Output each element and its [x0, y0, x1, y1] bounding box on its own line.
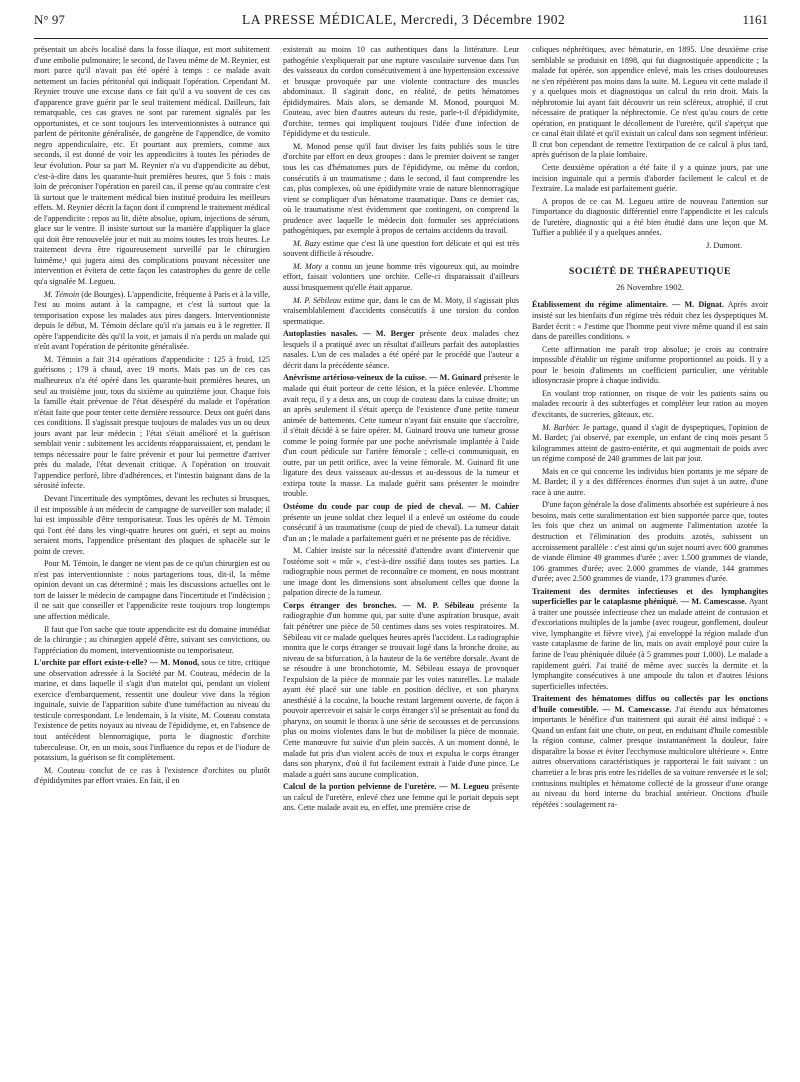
article-paragraph — [532, 345, 768, 387]
paragraph-text: Mais en ce qui concerne les individus bien portants je me sépare de M. Bardet; il y a des différences énormes d'un sujet à un autre, d'une race à une autre. — [532, 466, 768, 497]
paragraph-text: Il faut que l'on sache que toute appendicite est du domaine immédiat de la chirurgie ; au chirurgien appelé d'être, suivant ses convictions, ou l'appréciation du moment, interventionniste ou temporisateur. — [34, 624, 270, 655]
speaker-name: M. Moty — [293, 261, 322, 271]
page-header — [34, 12, 768, 34]
article-paragraph-with-heading — [283, 373, 519, 500]
publication-title-line — [242, 12, 565, 28]
paragraph-heading: Calcul de la portion pelvienne de l'uretère. — M. Legueu — [283, 782, 489, 792]
paragraph-text: M. Monod pense qu'il faut diviser les faits publiés sous le titre d'orchite par effort en deux groupes : dans le premier doivent se ranger tous les cas d'hématomes purs de l'épididyme, ou même du cordon, consécutifs à un traumatisme ; dans le second, il faut comprendre les cas, plus complexes, où une épididymite vraie de nature blennorragique vient se compliquer d'un hématome traumatique. Dans ce dernier cas, où le traumatisme n'est évidemment que contingent, on comprend la prudence avec laquelle le médecin doit formuler ses appréciations pathogéniques, par exemple à propos de certains accidents du travail. — [283, 141, 519, 236]
paragraph-text: (de Bourges). L'appendicite, fréquente à Paris et à la ville, l'est au moins autant à la campagne, et c'est là surtout que la temporisation expose les malades aux pires dangers. Interventionniste depuis le début, M. Témoin déclare qu'il n'a jamais eu à le regretter. Il opère l'appendicite dès qu'il la voit, et jamais il n'a perdu un malade qui n'eût avant l'opération de péritonite généralisée. — [34, 289, 270, 352]
column-2 — [283, 45, 519, 816]
text-columns — [34, 45, 768, 816]
paragraph-text: présente la radiographie d'un homme qui, par suite d'une aspiration brusque, avait fait pénétrer une pièce de 50 centimes dans ses voies respiratoires. M. Sébileau vit ce malade quelques heures après l'accident. La radiographie montra que le corps étranger se trouvait logé dans la bronche droite, au niveau de sa bifurcation, à la hauteur de la 6e vertèbre dorsale. Avant de se résoudre à une bronchotomie, M. Sébileau essaya de provoquer l'expulsion de la pièce de monnaie par les voies naturelles. Le malade ayant été placé sur une table en position déclive, et son pharynx anesthésié à la cocaïne, la bouche restant largement ouverte, de façon à pouvoir apercevoir et saisir le corps étranger s'il se présentait au fond du pharynx, on soumit le thorax à une série de secousses et de percussions plus ou moins violentes dans le but de mobiliser la pièce de monnaie. Cette manœuvre fut suivie d'un plein succès. A un moment donné, le malade fut pris d'un violent accès de toux et expulsa le corps étranger dans son pharynx, d'où il fut facilement extrait à l'aide d'une pince. Le malade a guéri sans aucune complication. — [283, 600, 519, 779]
article-paragraph — [532, 467, 768, 499]
speaker-name: M. Témoin — [44, 289, 80, 299]
paragraph-heading: Traitement des hématomes diffus ou collectés par les onctions d'huile comestible. — M. Camescasse. — [532, 694, 768, 714]
paragraph-heading: Ostéome du coude par coup de pied de cheval. — M. Cahier — [283, 501, 519, 511]
article-paragraph — [34, 559, 270, 622]
article-paragraph-with-heading — [283, 782, 519, 814]
paragraph-text: présente un calcul de l'uretère, enlevé chez une femme qui le portait depuis sept ans. Cette malade avait eu, en effet, une première crise de — [283, 782, 519, 813]
paragraph-text: Cette deuxième opération a été faite il y a quinze jours, par une incision inguinale qui a permis d'aborder facilement le calcul et de l'extraire. La malade est parfaitement guérie. — [532, 163, 768, 194]
paragraph-text: sous ce titre, critique une observation adressée à la Société par M. Couteau, médecin de la marine, et dans laquelle il s'agit d'un matelot qui, pendant un violent exercice d'embarquement, ressentit une douleur vive dans la région inguinale, suivie de l'apparition subite d'une tuméfaction au niveau du testicule correspondant. Le lendemain, à la visite, M. Couteau constata l'existence de petits noyaux au niveau de l'épididyme, et, en l'absence de tout antécédent blennorragique, porta le diagnostic d'orchite tuberculeuse. Or, en un mois, sous l'influence du repos et de l'iodure de potassium, la guérison se fit complètement. — [34, 658, 270, 763]
column-1 — [34, 45, 270, 816]
article-paragraph — [34, 290, 270, 353]
column-3 — [532, 45, 768, 816]
article-paragraph-with-heading — [283, 502, 519, 544]
article-paragraph — [283, 45, 519, 140]
paragraph-text: présente un jeune soldat chez lequel il a enlevé un ostéome du coude consécutif à un traumatisme (coup de pied de cheval). La tumeur datait d'un an ; le malade a parfaitement guéri et ne présente pas de récidive. — [283, 512, 519, 543]
paragraph-text: Ayant à traiter une poussée infectieuse chez un malade atteint de contusion et d'excoriations multiples de la jambe (avec rougeur, gonflement, douleur vive, lymphangite et fièvre vive), j'ai enveloppé la région malade d'un vaste cataplasme de farine de lin, mais on avait employé pour cuire la farine de l'eau phéniquée diluée (à 5 grammes pour 1.000). Le malade a rapidement guéri. J'ai traité de même avec succès la dermite et la lymphangite consécutives à une ampoule du talon et d'autres lésions superficielles infectées. — [532, 597, 768, 691]
paragraph-text: A propos de ce cas M. Legueu attire de nouveau l'attention sur l'importance du diagnostic différentiel entre l'appendicite et les calculs de l'uretère, diagnostic qui a été bien étudié dans une leçon que M. Tuffier a publiée il y a quelques années. — [532, 196, 768, 238]
paragraph-text: Pour M. Témoin, le danger ne vient pas de ce qu'un chirurgien est ou n'est pas interventionniste : nous partagerions tous, dit-il, la même opinion devant un cas déterminé ; mais les discussions actuelles ont le tort de laisser le médecin de campagne dans l'incertitude et l'indécision ; il ne sait que conseiller et l'appendicite reste toujours trop longtemps une affection médicale. — [34, 559, 270, 621]
article-paragraph — [283, 239, 519, 260]
speaker-name: M. Barbier. — [542, 422, 581, 432]
section-heading: SOCIÉTÉ DE THÉRAPEUTIQUE — [568, 266, 732, 278]
paragraph-text: présente le malade qui était porteur de cette lésion, et la pièce enlevée. L'homme avait reçu, il y a deux ans, un coup de couteau dans la cuisse droite; un an après seulement il s'était aperçu de l'existence d'une petite tumeur animée de battements. Cette tumeur n'ayant fait ensuite que s'accroître, il s'était décidé à se faire opérer. M. Guinard trouva une tumeur grosse comme le poing formée par une poche anévrismale implantée à l'aide d'un court pédicule sur l'artère fémorale ; celle-ci communiquait, en outre, par un petit orifice, avec la veine fémorale. M. Guinard fit une ligature des deux vaisseaux au-dessus et au-dessous de la tumeur et extirpa toute la masse. La malade guérit sans présenter le moindre trouble. — [283, 373, 520, 499]
paragraph-text: présente deux malades chez lesquels il a pratiqué avec un résultat d'ailleurs parfait des autoplasties nasales. L'un de ces malades a été opéré par le procédé que l'auteur a décrit dans la précédente séance. — [283, 329, 519, 370]
paragraph-text: M. Témoin a fait 314 opérations d'appendicite : 125 à froid, 125 guérisons ; 179 à chaud, avec 19 morts. Mais pas un de ces cas malheureux n'a été opéré dans les quarante-huit premières heures, un seul au troisième jour, tous du sixième au quinzième jour. Chaque fois la famille était prévenue de l'état désespéré du malade et l'opération n'était faite que pour tenter cette dernière ressource. Deux ont guéri dans ces conditions. Il s'agissait presque toujours de malades vus un ou deux jours avant par leur médecin ; l'état s'était amélioré et la guérison semblait venir : subitement les accidents réapparaissaient, et, pendant le temps nécessaire pour le faire prévenir et pour lui permettre d'arriver près du malade, l'état devenait critique. A l'opération on trouvait l'appendice perforé, libre d'adhérences, et l'intestin baignant dans de la sérosité infecte. — [34, 354, 270, 491]
section-date: 26 Novembre 1902. — [616, 281, 684, 292]
issue-number: N° 97 — [34, 12, 65, 27]
paragraph-text: Devant l'incertitude des symptômes, devant les rechutes si brusques, il est impossible à un médecin de campagne de surveiller son malade; il lui est impossible d'être temporisateur. Tous les opérés de M. Témoin qui l'ont été dans les vingt-quatre heures ont guéri, et sept au moins seraient morts, l'appendice présentant des plaques de sphacèle sur le point de crever. — [34, 493, 270, 556]
article-paragraph-with-heading — [34, 658, 270, 763]
paragraph-text: estime que, dans le cas de M. Moty, il s'agissait plus vraisemblablement d'accidents consécutifs à une torsion du cordon spermatique. — [283, 295, 519, 326]
article-paragraph — [34, 45, 270, 288]
paragraph-heading: Traitement des dermites infectieuses et des lymphangites superficielles par le cataplasme phéniqué. — M. Camescasse. — [532, 586, 768, 607]
paragraph-heading: Autoplasties nasales. — M. Berger — [283, 329, 415, 339]
newspaper-page — [34, 12, 768, 1072]
article-paragraph — [34, 625, 270, 657]
article-paragraph — [532, 45, 768, 161]
publication-title: LA PRESSE MÉDICALE — [242, 12, 393, 27]
article-paragraph — [283, 262, 519, 294]
speaker-name: M. P. Sébileau — [293, 295, 341, 305]
paragraph-text: D'une façon générale la dose d'aliments absorbée est supérieure à nos besoins, mais cette suralimentation est bien supportée parce que, toutes les fois que chez un animal on augmente l'alimentation azotée la destruction et l'élimination des produits azotés, subissent un accroissement parallèle : c'est ainsi qu'un sujet nourri avec 600 grammes de viande élimine 49 grammes d'urée ; avec 1.500 grammes de viande, 106 grammes d'urée; avec 2.000 grammes de viande, 144 grammes d'urée; avec 2.500 grammes de viande, 173 grammes d'urée. — [532, 500, 768, 584]
header-rule — [34, 38, 768, 39]
paragraph-heading: Établissement du régime alimentaire. — M. Dignat. — [532, 300, 724, 310]
paragraph-text: coliques néphrétiques, avec hématurie, en 1895. Une deuxième crise semblable se produisit en 1898, qui fut diagnostiquée appendicite ; la malade fut opérée, son appendice enlevé, mais les crises douloureuses ne s'en répétèrent pas moins dans la suite. M. Legueu vit cette malade il y a quelques mois et diagnostiqua un calcul du rein droit. Mais la néphrotomie lui ayant fait découvrir un rein scléreux, atrophié, il crut nécessaire de pratiquer la néphrectomie. Ce n'est qu'au cours de cette opération, en pratiquant le décollement de l'uretère, qu'il s'aperçut que ce canal était dilaté et qu'il existait un calcul dans son segment inférieur. Il crut bon cependant de remettre l'extirpation de ce calcul à plus tard, après guérison de la plaie lombaire. — [532, 45, 768, 160]
paragraph-text: En voulant trop rationner, on risque de voir les patients sains ou malades recourir à des subterfuges et compléter leur ration au moyen d'excitants, de sucreries, gâteaux, etc. — [532, 388, 768, 419]
paragraph-text: estime que c'est là une question fort délicate et qui est très souvent difficile à résoudre. — [283, 238, 519, 259]
article-paragraph — [283, 296, 519, 328]
article-paragraph — [34, 355, 270, 492]
article-paragraph-with-heading — [283, 601, 519, 780]
article-paragraph — [532, 197, 768, 239]
article-paragraph — [532, 423, 768, 465]
paragraph-text: Cette affirmation me paraît trop absolue; je crois au contraire impossible d'établir un régime uniforme proportionnel au poids. Il y a pour le besoin d'aliments un coefficient particulier, une véritable idiosyncrasie propre à chaque individu. — [532, 344, 768, 386]
publication-date: , Mercredi, 3 Décembre 1902 — [392, 12, 566, 27]
paragraph-heading: L'orchite par effort existe-t-elle? — M. Monod, — [34, 658, 200, 668]
article-paragraph — [34, 494, 270, 557]
article-paragraph — [532, 500, 768, 584]
article-paragraph-with-heading — [532, 300, 768, 342]
speaker-name: M. Bazy — [293, 238, 321, 248]
paragraph-heading: Anévrisme artérioso-veineux de la cuisse. — M. Guinard — [283, 373, 482, 383]
paragraph-text: M. Cahier insiste sur la nécessité d'attendre avant d'intervenir que l'ostéome soit « mûr », c'est-à-dire ossifié dans toutes ses parties. La radiographie nous permet de reconnaître ce moment, en nous montrant une image dont les dimensions sont absolument celles que donne la palpation directe de la tumeur. — [283, 546, 519, 598]
page-number: 1161 — [742, 12, 768, 27]
paragraph-text: M. Couteau conclut de ce cas à l'existence d'orchites ou plutôt d'épididymites par effort vraies. En fait, il en — [34, 765, 270, 786]
article-paragraph — [283, 142, 519, 237]
article-paragraph — [283, 546, 519, 599]
article-paragraph-with-heading — [532, 587, 768, 692]
paragraph-text: Après avoir insisté sur les bienfaits d'un régime très réduit chez les dyspeptiques M. Bardet écrit : « J'estime que l'homme peut vivre même quand il est sain dans de pareilles conditions. » — [532, 300, 769, 342]
author-signature: J. Dumont. — [706, 240, 742, 250]
paragraph-text: existerait au moins 10 cas authentiques dans la littérature. Leur pathogénie s'expliquerait par une rupture vasculaire survenue dans l'un des vaisseaux du cordon consécutivement à une hypertension excessive et brusque provoquée par une violente contracture des muscles abdominaux. Il s'agirait donc, en réalité, de petits hématomes épididymaires. Mais alors, se demande M. Monod, pourquoi M. Couteau, avec bien d'autres auteurs du reste, parle-t-il d'épididymite, d'orchite, termes qui impliquent toujours l'idée d'une infection de l'épididyme et du testicule. — [283, 45, 519, 139]
paragraph-text: présentait un abcès localisé dans la fosse iliaque, est mort subitement d'une embolie pulmonaire; le second, de l'aveu même de M. Reynier, est mort parce qu'il n'avait pas été opéré à temps : ce malade avait nettement un facies péritonéal qui indiquait l'opération. Cependant M. Reynier trouve une excuse dans ce fait qu'il a vu souvent de ces cas d'apparence grave guérir par le seul traitement médical. Dailleurs, fait remarquable, ces cas graves ne sont par rarement signalés par les opportunistes, et ce sont toujours les interventionnistes à outrance qui parlent de péritonite généralisée, de gangrène de l'appendice, de vomito negro appendiculaire, etc. Et pourtant aux premiers, comme aux seconds, il est donné de voir les appendicites à toutes les périodes de leur évolution. Pour sa part M. Reynier n'a vu d'appendicite au début, c'est-à-dire dans les quarante-huit premières heures, que 5 fois : mais loin de préconiser l'opération en pareil cas, il pense qu'au contraire c'est là surtout que le traitement médical bien institué produira les meilleurs effets. M. Reynier décrit la façon dont il comprend le traitement médical de l'appendicite : repos au lit, diète absolue, opium, injections de sérum, glace sur le ventre. Il insiste surtout sur la manière d'appliquer la glace qui doit être renouvelée jour et nuit au moins toutes les trois heures. Le traitement devra être rigoureusement surveillé par le chirurgien luimême,¹ qui jugera ainsi des complications pouvant nécessiter une intervention et évitera de cette façon les catastrophes du genre de celle qu'a signalée M. Legueu. — [34, 45, 270, 287]
article-paragraph — [532, 389, 768, 421]
paragraph-text: Je partage, quand il s'agit de dyspeptiques, l'opinion de M. Bardet; j'ai observé, par exemple, un enfant de cinq mois pesant 5 kilogrammes atteint de gastro-entérite, et qui augmentait de poids avec un régime composé de 240 grammes de lait par jour. — [532, 422, 768, 464]
paragraph-heading: Corps étranger des bronches. — M. P. Sébileau — [283, 600, 475, 610]
article-paragraph-with-heading — [532, 694, 768, 810]
article-paragraph — [34, 766, 270, 787]
article-paragraph-with-heading — [283, 329, 519, 371]
paragraph-text: a connu un jeune homme très vigoureux qui, au moindre effort, faisait volontiers une orchite. Celle-ci disparaissait d'ailleurs aussi brusquement qu'elle était apparue. — [283, 261, 519, 293]
paragraph-text: J'ai étendu aux hématomes importants le bénéfice d'un traitement qui aurait été ainsi indiqué : « Quand un enfant fait une chute, on peut, en enduisant d'huile comestible la région contuse, calmer presque instantanément la douleur, faire disparaître la bosse et éviter l'ecchymose multicolore ultérieure ». Entre autres observations caractéristiques je rapporterai le fait suivant : un charretier a le bras pris entre les ridelles de sa voiture renversée et le sol; contusions multiples et hématome collecté de la grosseur d'une orange au niveau du bord interne du brachial antérieur. Onctions d'huile répétées : soulagement ra- — [532, 704, 768, 809]
article-paragraph — [532, 163, 768, 195]
